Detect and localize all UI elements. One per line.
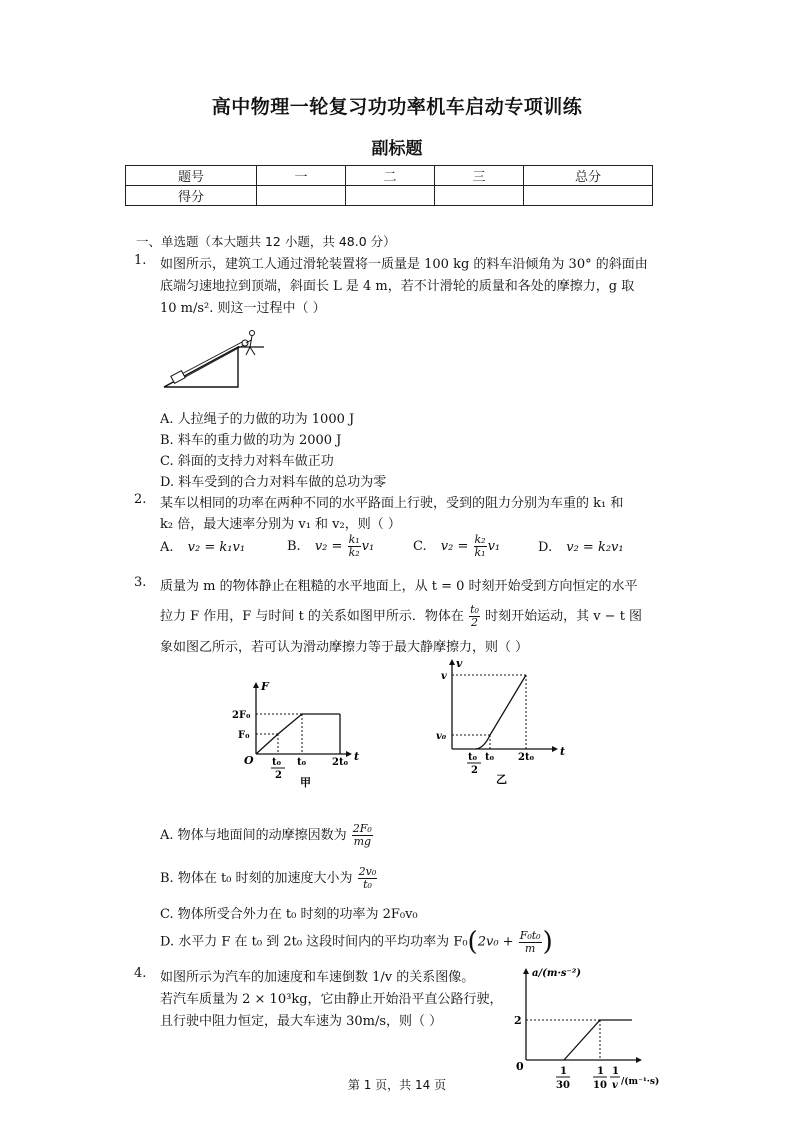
score-table-header-row xyxy=(126,166,653,186)
question-text-line: k₂ 倍，最大速率分别为 v₁ 和 v₂，则（ ） xyxy=(160,517,401,532)
fraction-num: k₂ xyxy=(474,533,486,546)
fraction-den: k₁ xyxy=(474,546,486,559)
option-letter: C. xyxy=(413,539,427,554)
option-c[interactable]: C. 斜面的支持力对料车做正功 xyxy=(160,454,334,469)
question-text-part: 时刻开始运动，其 v − t 图 xyxy=(485,609,643,624)
option-a[interactable] xyxy=(160,823,374,848)
option-formula: v₂ = k₂v₁ xyxy=(566,540,624,555)
fraction-den: t₀ xyxy=(363,878,372,891)
score-table xyxy=(125,165,653,206)
question-number: 4. xyxy=(134,966,147,981)
question-number: 2. xyxy=(134,492,147,507)
y-axis-label: a/(m·s⁻²) xyxy=(532,968,581,979)
question-text-part: 拉力 F 作用，F 与时间 t 的关系如图甲所示．物体在 xyxy=(160,609,464,624)
question-text-line: 若汽车质量为 2 × 10³kg，它由静止开始沿平直公路行驶， xyxy=(160,992,503,1007)
score-cell[interactable] xyxy=(346,186,435,206)
option-text: B. 物体在 t₀ 时刻的加速度大小为 xyxy=(160,871,353,886)
fraction-num: F₀t₀ xyxy=(519,928,541,942)
fraction xyxy=(474,534,487,559)
y-axis-arrow xyxy=(449,659,455,665)
incline-pulley-figure xyxy=(160,325,270,391)
y-axis-arrow xyxy=(253,682,259,688)
graph-caption: 乙 xyxy=(496,773,507,786)
x-tick-half-num: t₀ xyxy=(272,757,281,768)
score-cell[interactable] xyxy=(435,186,524,206)
graph-yi xyxy=(430,655,580,789)
question-text-line: 如图所示为汽车的加速度和车速倒数 1/v 的关系图像。 xyxy=(160,970,475,985)
paren-right: ) xyxy=(542,927,553,957)
option-d[interactable] xyxy=(538,540,624,555)
option-text: D. 水平力 F 在 t₀ 到 2t₀ 这段时间内的平均功率为 F₀ xyxy=(160,934,468,950)
question-number: 3. xyxy=(134,575,147,590)
option-letter: A. xyxy=(160,540,174,555)
y-tick-2: 2 xyxy=(514,1014,522,1027)
score-cell[interactable] xyxy=(257,186,346,206)
x-tick-half-den: 2 xyxy=(471,765,478,776)
x-axis-arrow xyxy=(636,1057,642,1063)
x-tick-10-num: 1 xyxy=(597,1066,604,1077)
option-formula: v₂ = xyxy=(440,539,469,554)
velocity-curve xyxy=(476,675,526,749)
x-tick-30-den: 30 xyxy=(556,1080,570,1091)
x-tick-2t0: 2t₀ xyxy=(332,757,348,768)
accel-line xyxy=(564,1020,632,1060)
fraction-num: 2v₀ xyxy=(358,865,377,878)
option-c[interactable]: C. 物体所受合外力在 t₀ 时刻的功率为 2F₀v₀ xyxy=(160,907,418,922)
fraction-den: mg xyxy=(353,835,372,848)
x-tick-10-den: 10 xyxy=(593,1080,607,1091)
x-tick-30-num: 1 xyxy=(560,1066,567,1077)
graph-caption: 甲 xyxy=(300,776,311,789)
score-header-cell: 总分 xyxy=(524,166,653,186)
option-a[interactable]: A. 人拉绳子的力做的功为 1000 J xyxy=(160,412,355,427)
fraction-num: k₁ xyxy=(348,533,360,546)
x-axis-arrow xyxy=(552,746,558,752)
x-tick-t0: t₀ xyxy=(297,757,306,768)
question-text-line: 象如图乙所示，若可认为滑动摩擦力等于最大静摩擦力，则（ ） xyxy=(160,640,529,655)
option-formula: 2v₀ + xyxy=(477,934,514,950)
pulley-shape xyxy=(242,340,248,346)
x-tick-t0: t₀ xyxy=(485,752,494,763)
y-axis-label: F xyxy=(261,680,269,693)
score-header-cell: 题号 xyxy=(126,166,257,186)
option-formula-tail: v₁ xyxy=(487,539,501,554)
fraction xyxy=(358,866,378,891)
page-footer: 第 1 页，共 14 页 xyxy=(347,1078,447,1092)
y-tick-v: v xyxy=(441,671,447,682)
option-b[interactable]: B. 料车的重力做的功为 2000 J xyxy=(160,433,342,448)
option-formula: v₂ = xyxy=(314,539,343,554)
score-header-cell: 一 xyxy=(257,166,346,186)
x-unit-num: 1 xyxy=(612,1066,619,1077)
fraction-den: m xyxy=(524,941,536,955)
fraction xyxy=(348,534,361,559)
fraction-num: t₀ xyxy=(470,603,479,616)
option-text: A. 物体与地面间的动摩擦因数为 xyxy=(160,828,347,843)
option-c[interactable] xyxy=(413,534,500,559)
option-d[interactable]: D. 料车受到的合力对料车做的总功为零 xyxy=(160,475,387,490)
x-unit-den: v xyxy=(612,1080,618,1091)
question-text-line: 底端匀速地拉到顶端，斜面长 L 是 4 m，若不计滑轮的质量和各处的摩擦力，g 取 xyxy=(160,279,635,294)
x-axis-label: t xyxy=(560,745,566,758)
score-cell[interactable] xyxy=(524,186,653,206)
x-unit-label: /(m⁻¹·s) xyxy=(621,1077,660,1087)
x-tick-half-den: 2 xyxy=(275,770,282,781)
question-text-line xyxy=(160,604,642,629)
paren-left: ( xyxy=(467,927,478,957)
fraction-den: k₂ xyxy=(348,546,360,559)
fraction xyxy=(469,604,480,629)
question-text-line: 某车以相同的功率在两种不同的水平路面上行驶，受到的阻力分别为车重的 k₁ 和 xyxy=(160,496,624,511)
section-heading: 一、单选题（本大题共 12 小题，共 48.0 分） xyxy=(136,234,396,249)
question-text-line: 10 m/s². 则这一过程中（ ） xyxy=(160,301,326,316)
score-header-cell: 二 xyxy=(346,166,435,186)
origin-label: 0 xyxy=(516,1060,524,1073)
worker-head xyxy=(250,331,255,336)
question-text-line: 且行驶中阻力恒定，最大车速为 30m/s，则（ ） xyxy=(160,1014,443,1029)
option-letter: B. xyxy=(287,539,301,554)
option-b[interactable] xyxy=(287,534,374,559)
fraction-den: 2 xyxy=(471,616,478,629)
y-axis-arrow xyxy=(523,968,529,974)
question-number: 1. xyxy=(134,253,147,268)
fraction xyxy=(352,823,373,848)
x-axis-label: t xyxy=(354,750,360,763)
score-row-label: 得分 xyxy=(126,186,257,206)
score-header-cell: 三 xyxy=(435,166,524,186)
y-tick-v0: v₀ xyxy=(436,731,447,742)
question-text-line: 质量为 m 的物体静止在粗糙的水平地面上，从 t = 0 时刻开始受到方向恒定的水平 xyxy=(160,579,638,594)
rope-lower xyxy=(178,345,244,381)
y-tick-f0: F₀ xyxy=(238,730,250,741)
x-tick-half-num: t₀ xyxy=(468,752,477,763)
x-tick-2t0: 2t₀ xyxy=(518,752,534,763)
option-b[interactable] xyxy=(160,866,378,891)
y-axis-label: v xyxy=(456,657,463,670)
score-table-row xyxy=(126,186,653,206)
page-subtitle: 副标题 xyxy=(371,139,423,159)
rope-upper xyxy=(176,341,244,377)
fraction-num: 2F₀ xyxy=(352,822,372,835)
graph-q4 xyxy=(512,962,672,1094)
graph-jia xyxy=(228,668,378,792)
option-d[interactable] xyxy=(160,927,553,957)
y-tick-2f0: 2F₀ xyxy=(232,710,251,721)
option-a[interactable] xyxy=(160,540,245,555)
option-formula: v₂ = k₁v₁ xyxy=(187,540,246,555)
origin-label: O xyxy=(244,754,254,767)
option-letter: D. xyxy=(538,540,553,555)
page-title: 高中物理一轮复习功功率机车启动专项训练 xyxy=(211,96,583,118)
question-text-line: 如图所示，建筑工人通过滑轮装置将一质量是 100 kg 的料车沿倾角为 30° 的斜面由 xyxy=(160,257,648,272)
option-formula-tail: v₁ xyxy=(361,539,375,554)
fraction xyxy=(519,930,542,955)
